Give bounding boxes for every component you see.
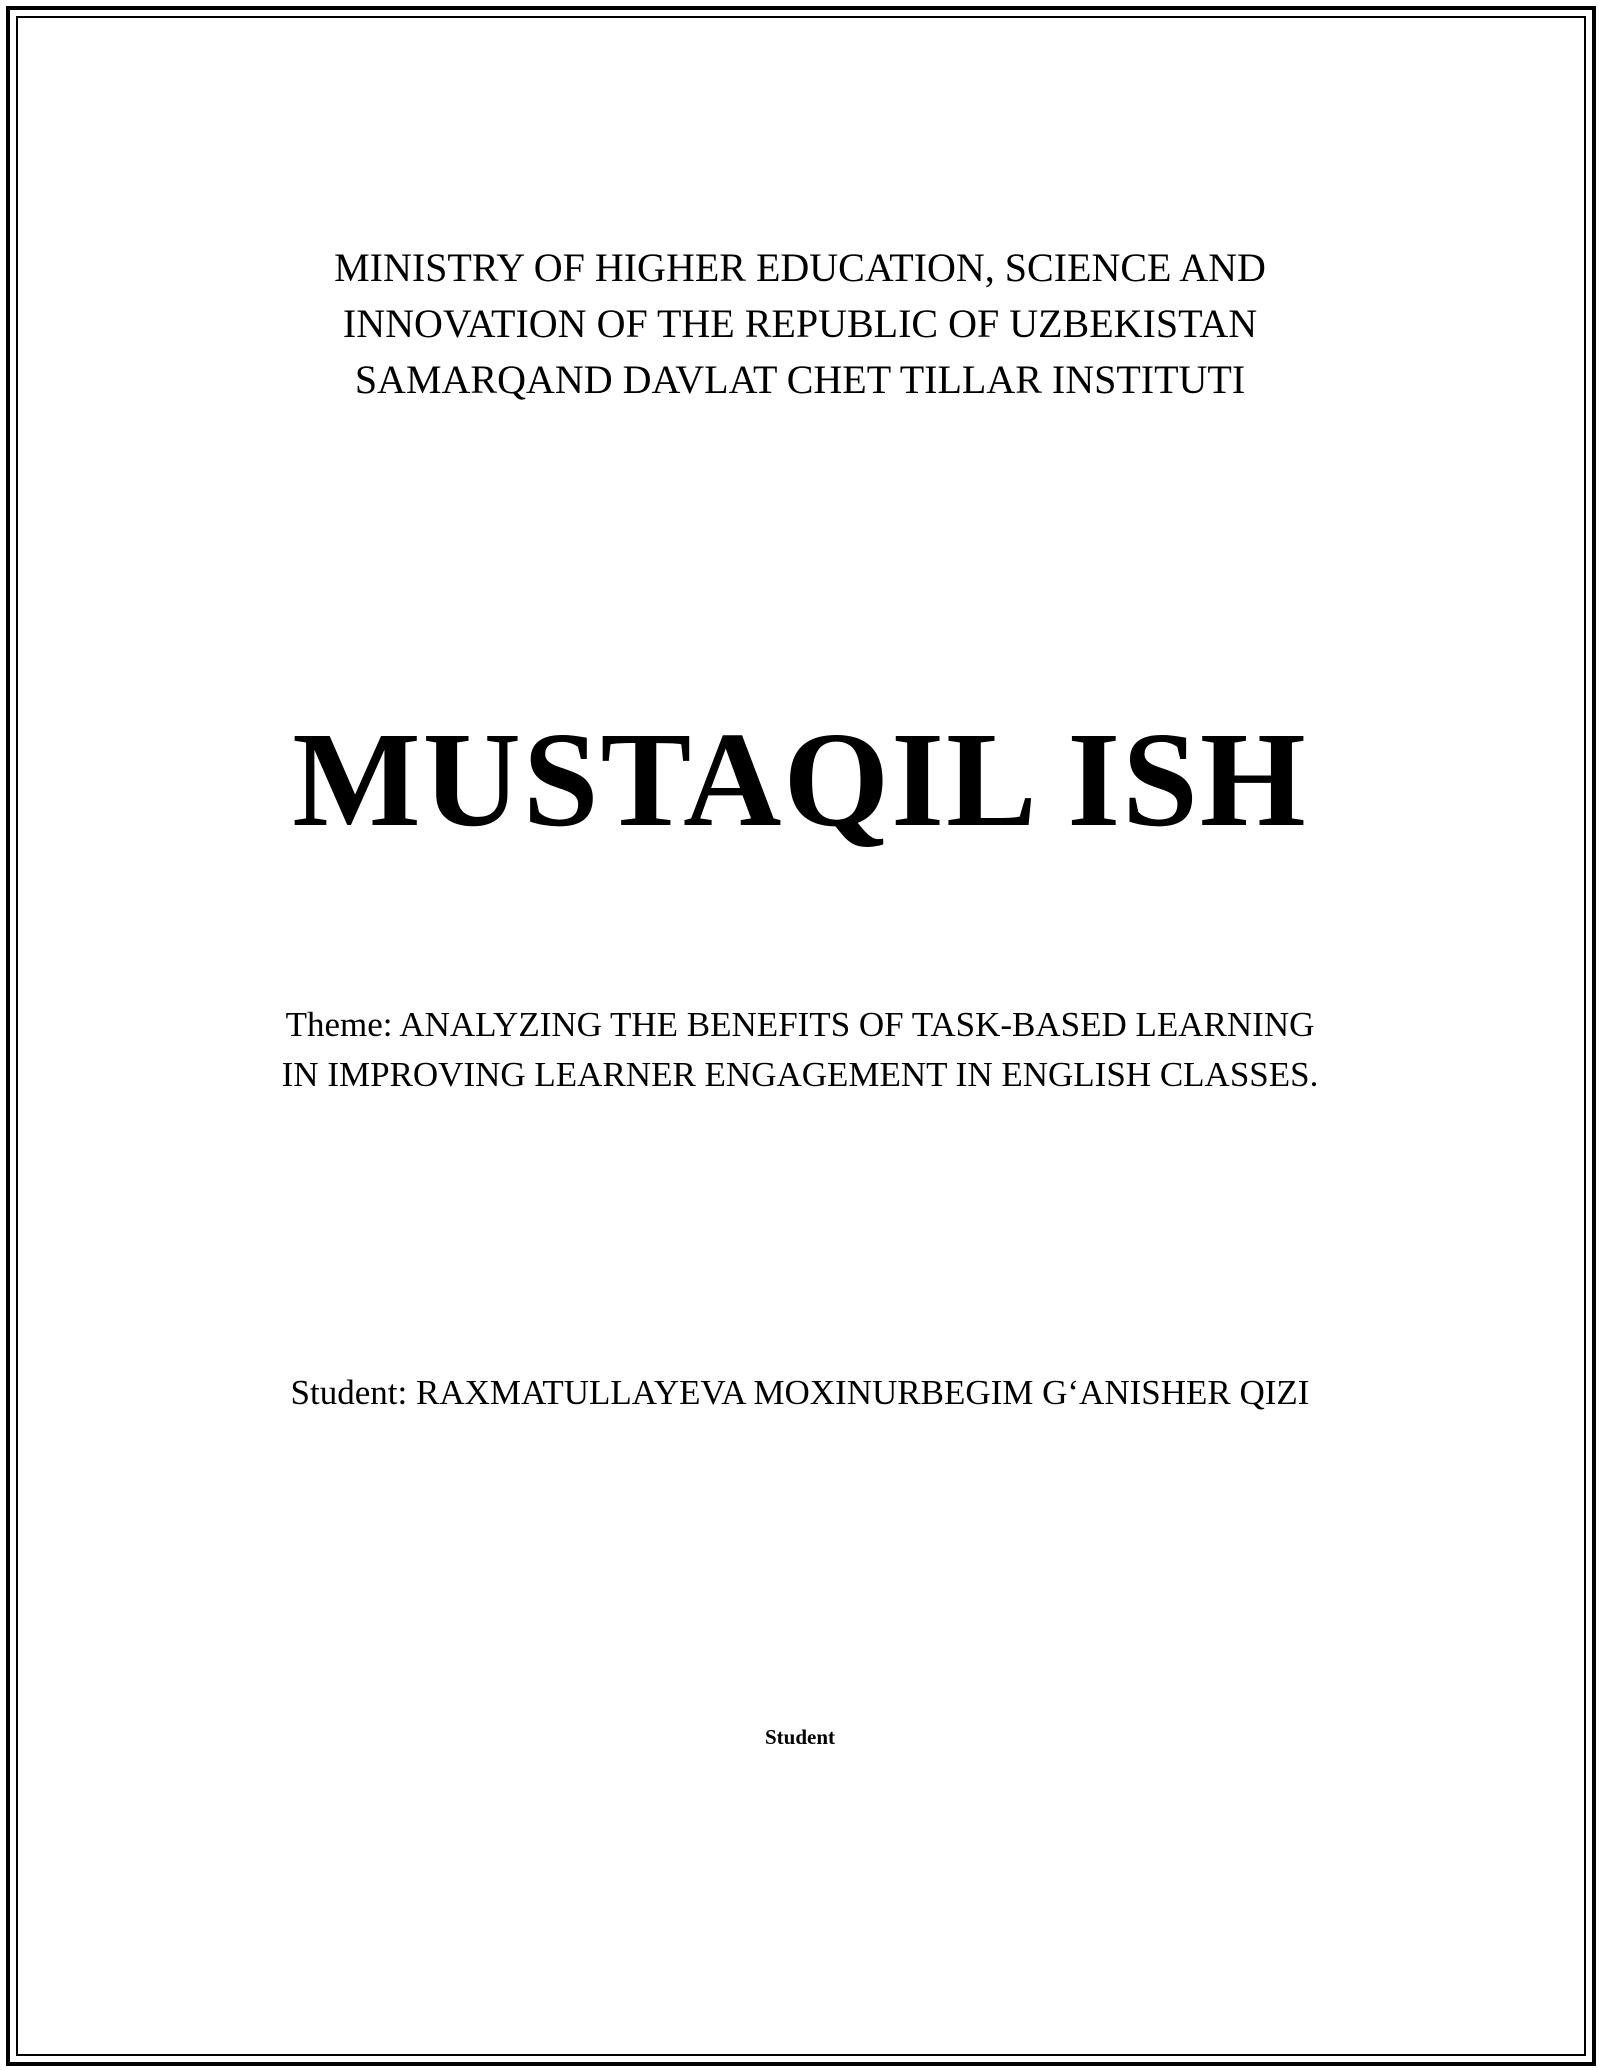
header-line-ministry: MINISTRY OF HIGHER EDUCATION, SCIENCE AND (334, 245, 1266, 290)
institution-header (0, 240, 1600, 408)
theme-statement (0, 1000, 1600, 1100)
document-title: MUSTAQIL ISH (292, 705, 1308, 855)
header-line-republic: INNOVATION OF THE REPUBLIC OF UZBEKISTAN (342, 301, 1258, 346)
student-name: Student: RAXMATULLAYEVA MOXINURBEGIM G‘ANISHER QIZI (290, 1373, 1310, 1412)
theme-line-1: Theme: ANALYZING THE BENEFITS OF TASK-BASED LEARNING (285, 1005, 1315, 1044)
student-label: Student (764, 1725, 836, 1749)
header-line-institute: SAMARQAND DAVLAT CHET TILLAR INSTITUTI (354, 357, 1246, 402)
theme-line-2: IN IMPROVING LEARNER ENGAGEMENT IN ENGLISH CLASSES. (281, 1055, 1319, 1094)
